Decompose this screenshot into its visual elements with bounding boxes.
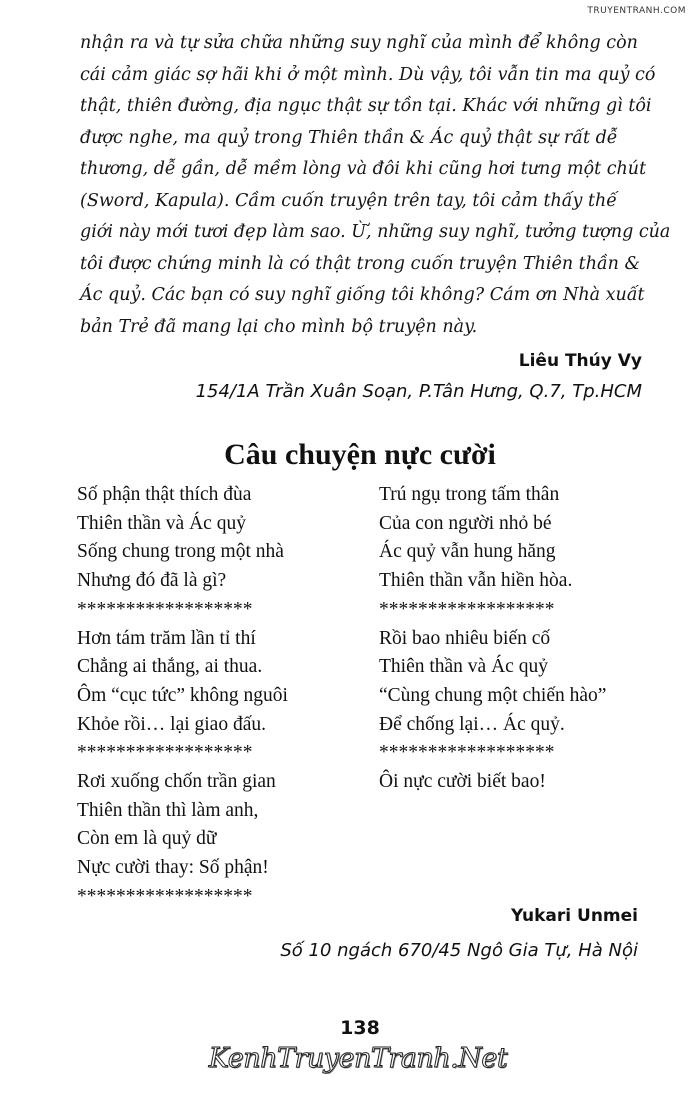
poem-title: Câu chuyện nực cười — [224, 438, 496, 471]
letter-line: thương, dễ gần, dễ mềm lòng và đôi khi cũng hơi tưng một chút — [80, 159, 647, 179]
poem-line: Rồi bao nhiêu biến cố — [379, 627, 551, 649]
poem-line: Còn em là quỷ dữ — [77, 828, 217, 850]
poem-line: Để chống lại… Ác quỷ. — [379, 713, 565, 735]
poem-line: Trú ngụ trong tấm thân — [379, 484, 560, 505]
site-watermark-bottom: KenhTruyenTranh.Net — [208, 1043, 508, 1074]
poem-line: Nhưng đó đã là gì? — [77, 570, 227, 592]
poem-line: Của con người nhỏ bé — [379, 512, 552, 534]
letter-line: cái cảm giác sợ hãi khi ở một mình. Dù vậy, tôi vẫn tin ma quỷ có — [80, 64, 656, 85]
poem-line: Thiên thần và Ác quỷ — [77, 512, 246, 534]
page-number: 138 — [340, 1017, 380, 1039]
letter-line: Ác quỷ. Các bạn có suy nghĩ giống tôi không? Cám ơn Nhà xuất — [80, 285, 645, 305]
poem-line: Thiên thần thì làm anh, — [77, 799, 259, 821]
poem-line: Thiên thần và Ác quỷ — [379, 656, 548, 678]
letter-line: tôi được chứng minh là có thật trong cuốn truyện Thiên thần & — [80, 253, 641, 274]
stanza-divider: ****************** — [77, 598, 253, 620]
poem-line: Sống chung trong một nhà — [77, 541, 284, 563]
letter-line: giới này mới tươi đẹp làm sao. Ừ, những suy nghĩ, tưởng tượng của — [80, 222, 671, 242]
poem-line: Ôm “cục tức” không nguôi — [77, 684, 288, 706]
poem-line: “Cùng chung một chiến hào” — [379, 684, 607, 706]
stanza-divider: ****************** — [77, 742, 253, 764]
site-watermark-top: TRUYENTRANH.COM — [587, 6, 686, 16]
stanza-divider: ****************** — [379, 742, 555, 764]
poem-line: Ác quỷ vẫn hung hăng — [379, 541, 556, 563]
poem-line: Ôi nực cười biết bao! — [379, 771, 546, 793]
poem-line: Thiên thần vẫn hiền hòa. — [379, 570, 573, 592]
letter-line: thật, thiên đường, địa ngục thật sự tồn tại. Khác với những gì tôi — [80, 96, 652, 116]
letter-body — [80, 28, 671, 343]
letter-line: được nghe, ma quỷ trong Thiên thần & Ác quỷ thật sự rất dễ — [80, 127, 618, 148]
letter-line: nhận ra và tự sửa chữa những suy nghĩ của mình để không còn — [80, 33, 638, 53]
poem-line: Chẳng ai thắng, ai thua. — [77, 656, 263, 678]
poem-line: Số phận thật thích đùa — [77, 484, 252, 505]
letter-line: (Sword, Kapula). Cầm cuốn truyện trên tay, tôi cảm thấy thế — [80, 190, 618, 211]
poem-column-right — [379, 481, 606, 797]
poem-line: Khỏe rồi… lại giao đấu. — [77, 713, 266, 735]
poem-author-name: Yukari Unmei — [510, 906, 638, 926]
stanza-divider: ****************** — [379, 598, 555, 620]
poem-line: Hơn tám trăm lần tỉ thí — [77, 627, 256, 649]
poem-column-left — [77, 481, 288, 912]
poem-line: Nực cười thay: Số phận! — [77, 857, 269, 879]
letter-author-address: 154/1A Trần Xuân Soạn, P.Tân Hưng, Q.7, Tp.HCM — [195, 381, 642, 402]
letter-line: bản Trẻ đã mang lại cho mình bộ truyện này. — [80, 316, 478, 337]
poem-author-address: Số 10 ngách 670/45 Ngô Gia Tự, Hà Nội — [280, 940, 638, 961]
letter-author-name: Liêu Thúy Vy — [518, 351, 642, 371]
stanza-divider: ****************** — [77, 885, 253, 907]
poem-line: Rơi xuống chốn trần gian — [77, 771, 276, 793]
